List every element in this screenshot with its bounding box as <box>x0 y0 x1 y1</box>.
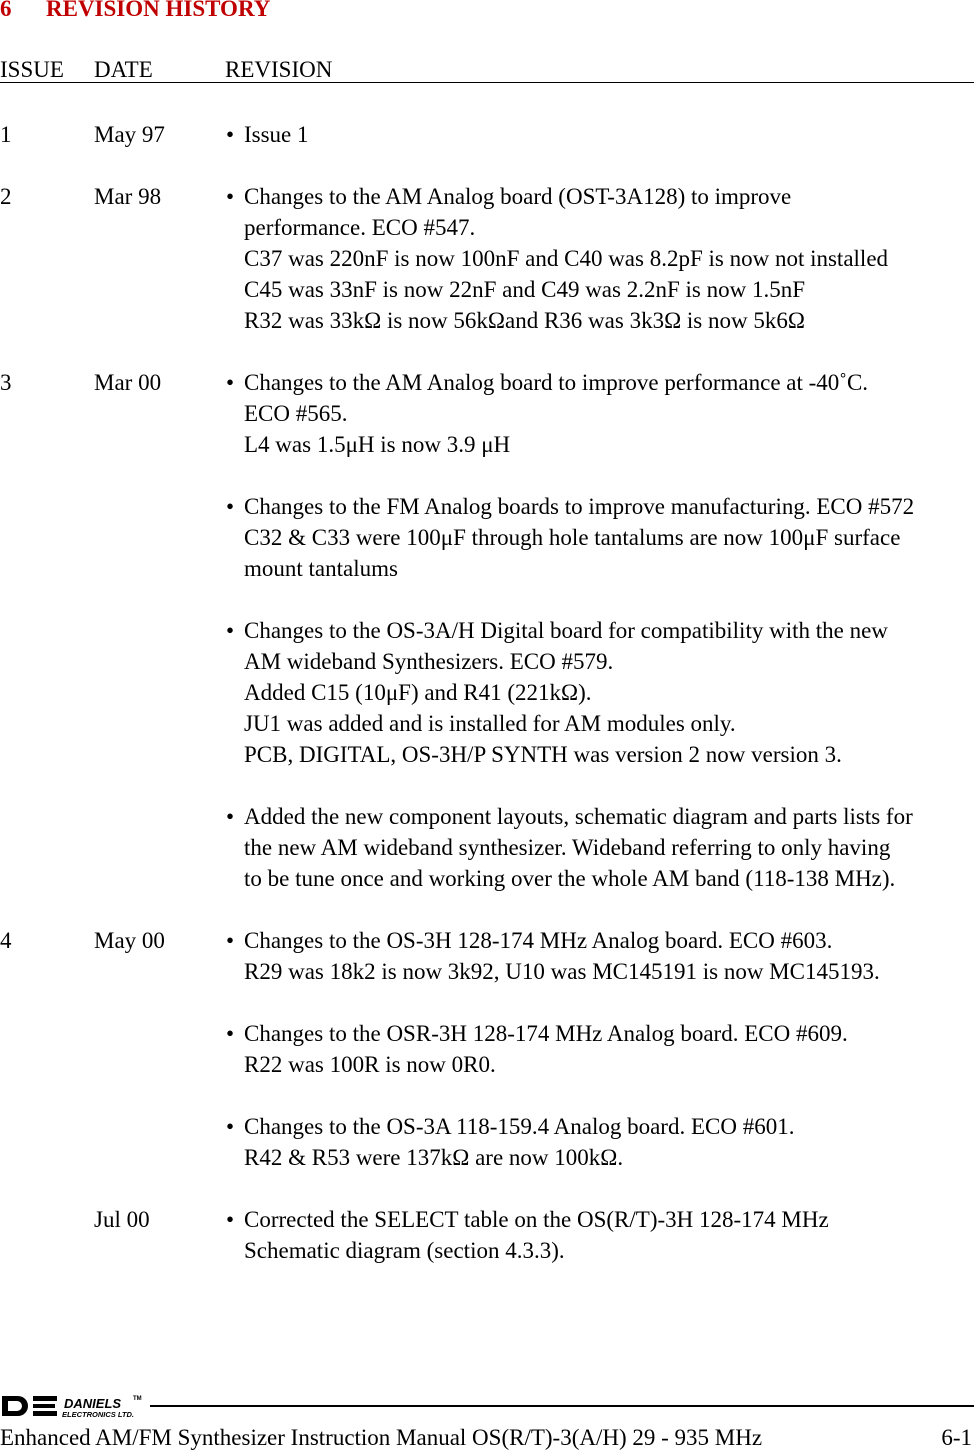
bullet-marker: • <box>226 804 235 829</box>
row-issue: 2 <box>0 184 12 209</box>
revision-line: Added the new component layouts, schematic diagram and parts lists for <box>244 804 913 829</box>
bullet-marker: • <box>226 618 235 643</box>
logo-subtitle: ELECTRONICS LTD. <box>62 1410 134 1419</box>
bullet-marker: • <box>226 122 235 147</box>
revision-line: AM wideband Synthesizers. ECO #579. <box>244 649 614 674</box>
revision-line: performance. ECO #547. <box>244 215 476 240</box>
column-header-revision: REVISION <box>225 57 333 82</box>
page-number: 6-1 <box>941 1425 972 1450</box>
row-issue: 3 <box>0 370 12 395</box>
footer-title: Enhanced AM/FM Synthesizer Instruction Manual OS(R/T)-3(A/H) 29 - 935 MHz <box>0 1425 763 1450</box>
bullet-marker: • <box>226 1207 235 1232</box>
revision-line: Changes to the OS-3A/H Digital board for compatibility with the new <box>244 618 888 643</box>
revision-line: Changes to the FM Analog boards to improve manufacturing. ECO #572 <box>244 494 915 519</box>
revision-line: to be tune once and working over the whole AM band (118-138 MHz). <box>244 866 896 891</box>
row-date: Mar 98 <box>94 184 162 209</box>
revision-line: Changes to the AM Analog board (OST-3A128) to improve <box>244 184 792 209</box>
section-title: REVISION HISTORY <box>46 0 271 21</box>
revision-line: C37 was 220nF is now 100nF and C40 was 8.2pF is now not installed <box>244 246 889 271</box>
column-header-issue: ISSUE <box>0 57 64 82</box>
revision-line: L4 was 1.5μH is now 3.9 μH <box>244 432 511 457</box>
row-date: May 00 <box>94 928 165 953</box>
revision-line: Schematic diagram (section 4.3.3). <box>244 1238 565 1263</box>
revision-line: Issue 1 <box>244 122 309 147</box>
section-number: 6 <box>0 0 12 21</box>
revision-line: R32 was 33kΩ is now 56kΩand R36 was 3k3Ω is now 5k6Ω <box>244 308 805 333</box>
revision-line: R42 & R53 were 137kΩ are now 100kΩ. <box>244 1145 624 1170</box>
row-date: Jul 00 <box>94 1207 150 1232</box>
column-header-date: DATE <box>94 57 153 82</box>
bullet-marker: • <box>226 1114 235 1139</box>
row-issue: 1 <box>0 122 12 147</box>
revision-line: Changes to the AM Analog board to improve performance at -40˚C. <box>244 370 869 395</box>
logo-tm: TM <box>133 1396 142 1402</box>
header-rule <box>0 82 974 83</box>
daniels-logo <box>0 1388 150 1420</box>
revision-line: R29 was 18k2 is now 3k92, U10 was MC145191 is now MC145193. <box>244 959 880 984</box>
revision-line: ECO #565. <box>244 401 348 426</box>
row-date: Mar 00 <box>94 370 162 395</box>
revision-line: JU1 was added and is installed for AM modules only. <box>244 711 736 736</box>
revision-line: C32 & C33 were 100μF through hole tantalums are now 100μF surface <box>244 525 901 550</box>
row-date: May 97 <box>94 122 165 147</box>
revision-line: the new AM wideband synthesizer. Wideband referring to only having <box>244 835 891 860</box>
revision-line: Changes to the OS-3H 128-174 MHz Analog board. ECO #603. <box>244 928 833 953</box>
row-issue: 4 <box>0 928 12 953</box>
revision-line: Corrected the SELECT table on the OS(R/T)-3H 128-174 MHz <box>244 1207 829 1232</box>
revision-line: mount tantalums <box>244 556 398 581</box>
footer-rule <box>150 1405 974 1407</box>
bullet-marker: • <box>226 494 235 519</box>
revision-line: C45 was 33nF is now 22nF and C49 was 2.2nF is now 1.5nF <box>244 277 805 302</box>
bullet-marker: • <box>226 370 235 395</box>
section-heading <box>0 0 270 22</box>
revision-line: Changes to the OSR-3H 128-174 MHz Analog board. ECO #609. <box>244 1021 848 1046</box>
revision-line: Added C15 (10μF) and R41 (221kΩ). <box>244 680 592 705</box>
revision-line: Changes to the OS-3A 118-159.4 Analog board. ECO #601. <box>244 1114 795 1139</box>
bullet-marker: • <box>226 1021 235 1046</box>
revision-line: R22 was 100R is now 0R0. <box>244 1052 496 1077</box>
revision-line: PCB, DIGITAL, OS-3H/P SYNTH was version 2 now version 3. <box>244 742 842 767</box>
bullet-marker: • <box>226 928 235 953</box>
logo-brand: DANIELS <box>64 1396 122 1411</box>
bullet-marker: • <box>226 184 235 209</box>
